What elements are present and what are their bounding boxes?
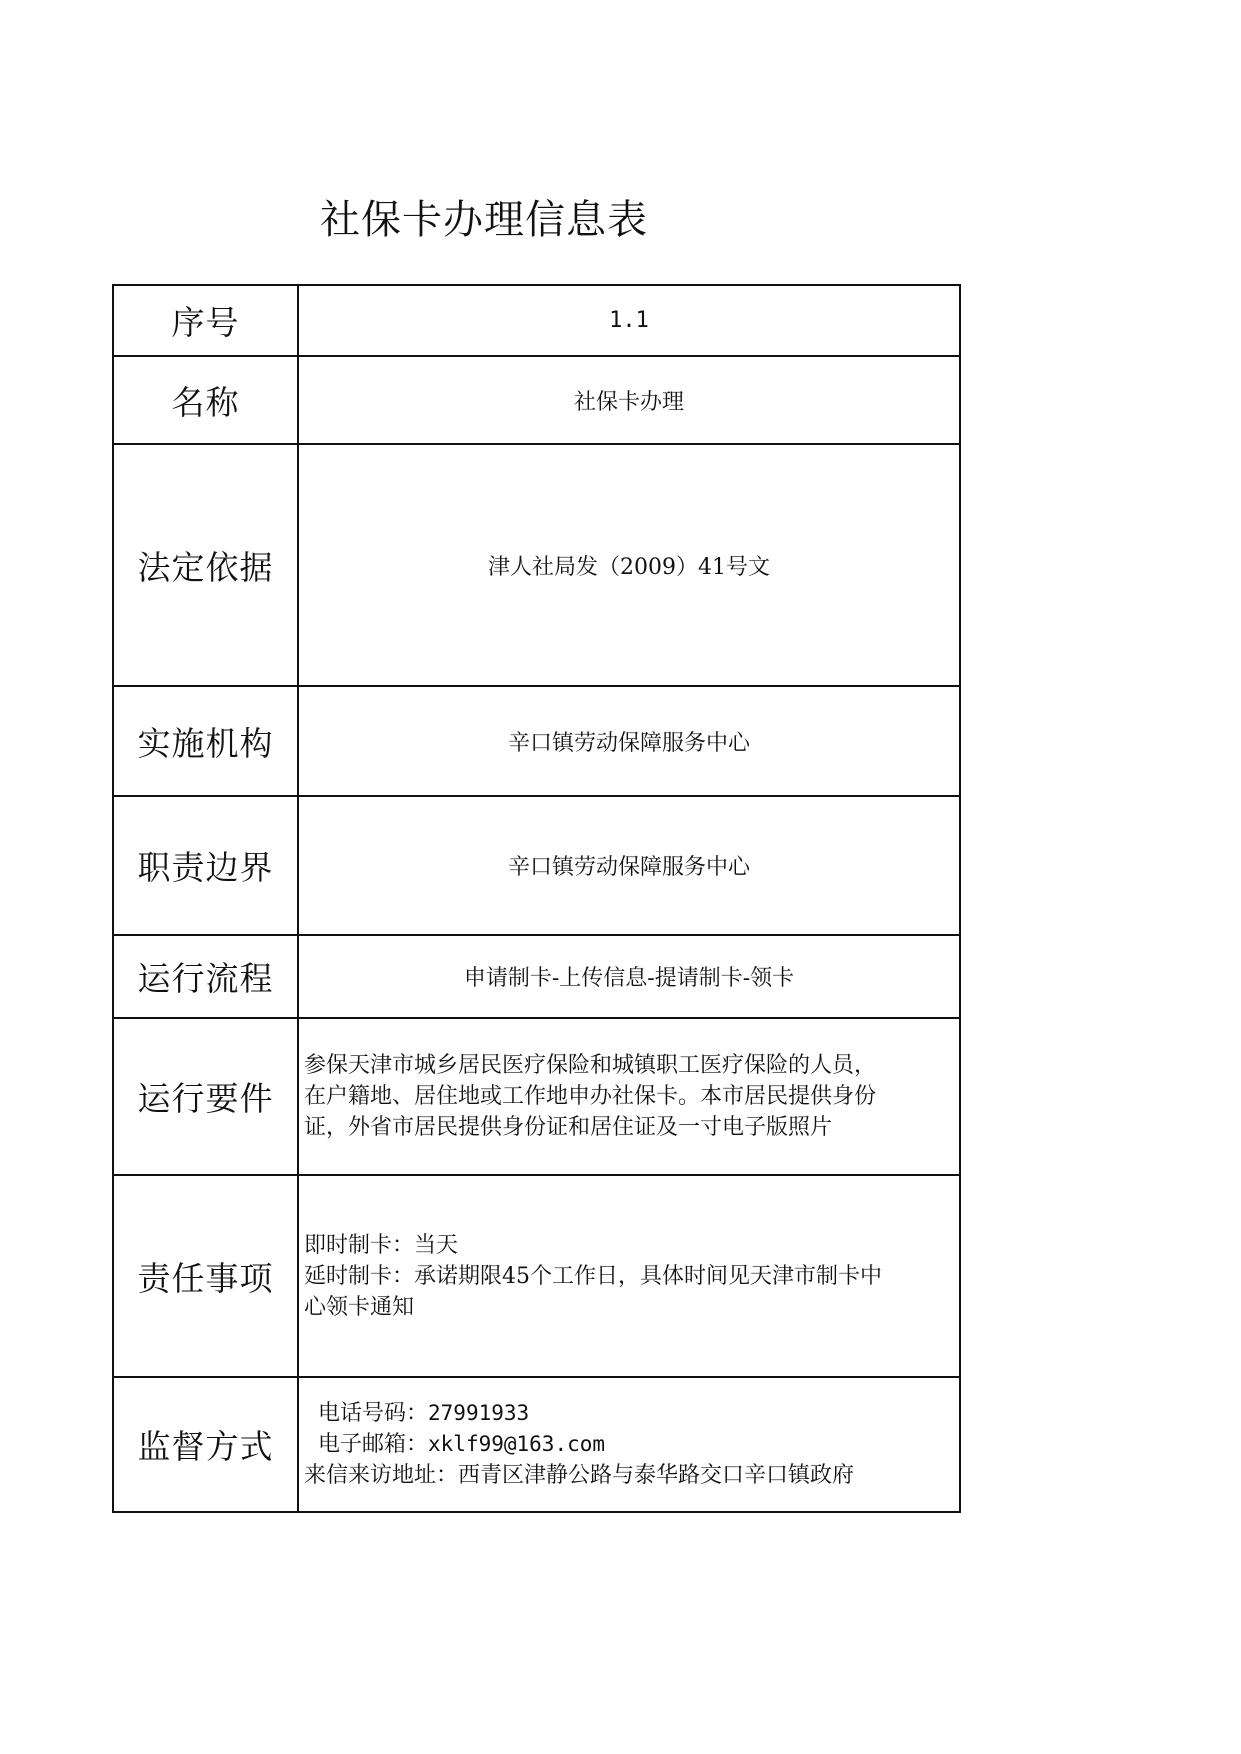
label-responsibility: 责任事项 bbox=[113, 1175, 298, 1377]
label-name: 名称 bbox=[113, 356, 298, 444]
label-supervision: 监督方式 bbox=[113, 1377, 298, 1512]
label-process: 运行流程 bbox=[113, 935, 298, 1018]
address-value: 西青区津静公路与泰华路交口辛口镇政府 bbox=[458, 1463, 855, 1488]
value-name: 社保卡办理 bbox=[298, 356, 960, 444]
value-seq: 1.1 bbox=[298, 285, 960, 356]
value-scope: 辛口镇劳动保障服务中心 bbox=[298, 796, 960, 935]
page-title: 社保卡办理信息表 bbox=[320, 197, 648, 243]
value-agency: 辛口镇劳动保障服务中心 bbox=[298, 686, 960, 796]
label-legal-basis: 法定依据 bbox=[113, 444, 298, 686]
value-legal-basis: 津人社局发（2009）41号文 bbox=[298, 444, 960, 686]
value-process: 申请制卡-上传信息-提请制卡-领卡 bbox=[298, 935, 960, 1018]
value-responsibility bbox=[298, 1175, 960, 1377]
requirements-line: 参保天津市城乡居民医疗保险和城镇职工医疗保险的人员， bbox=[304, 1053, 877, 1078]
value-supervision bbox=[298, 1377, 960, 1512]
label-seq: 序号 bbox=[113, 285, 298, 356]
responsibility-line: 延时制卡：承诺期限45个工作日，具体时间见天津市制卡中 bbox=[304, 1263, 882, 1289]
supervision-address bbox=[304, 1460, 953, 1491]
table-row-responsibility bbox=[113, 1175, 960, 1377]
email-label: 电子邮箱： bbox=[318, 1432, 429, 1457]
table-row-agency bbox=[113, 686, 960, 796]
supervision-email bbox=[304, 1429, 953, 1460]
table-row-process bbox=[113, 935, 960, 1018]
address-label: 来信来访地址： bbox=[304, 1463, 459, 1488]
responsibility-line: 心领卡通知 bbox=[304, 1294, 415, 1320]
table-row-name bbox=[113, 356, 960, 444]
phone-label: 电话号码： bbox=[318, 1401, 429, 1426]
table-row-scope bbox=[113, 796, 960, 935]
table-row-seq bbox=[113, 285, 960, 356]
requirements-line: 在户籍地、居住地或工作地申办社保卡。本市居民提供身份 bbox=[304, 1084, 877, 1109]
table-row-supervision bbox=[113, 1377, 960, 1512]
value-requirements bbox=[298, 1018, 960, 1175]
label-agency: 实施机构 bbox=[113, 686, 298, 796]
email-address: xklf99@163.com bbox=[428, 1432, 606, 1456]
requirements-line: 证，外省市居民提供身份证和居住证及一寸电子版照片 bbox=[304, 1115, 833, 1140]
phone-number: 27991933 bbox=[428, 1401, 530, 1425]
table-row-requirements bbox=[113, 1018, 960, 1175]
table-row-legal-basis bbox=[113, 444, 960, 686]
info-table bbox=[112, 284, 961, 1513]
label-scope: 职责边界 bbox=[113, 796, 298, 935]
responsibility-line: 即时制卡：当天 bbox=[304, 1232, 459, 1258]
label-requirements: 运行要件 bbox=[113, 1018, 298, 1175]
supervision-phone bbox=[304, 1398, 953, 1429]
